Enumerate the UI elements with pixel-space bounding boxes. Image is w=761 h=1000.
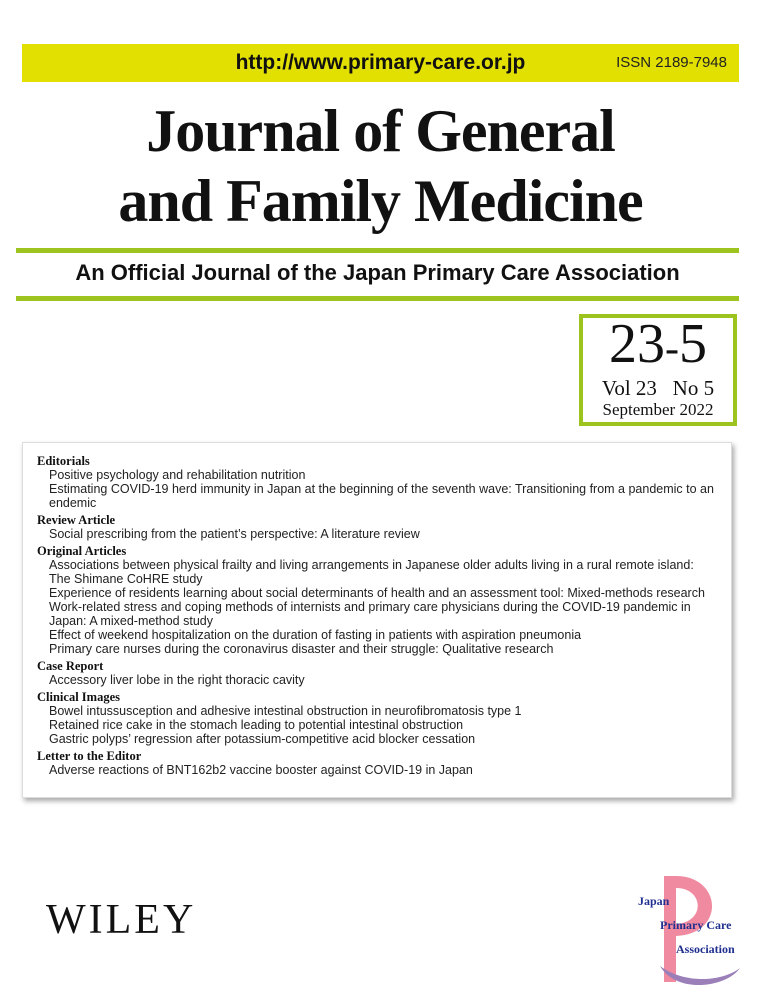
issue-number-separator: - — [665, 326, 679, 372]
toc-item[interactable]: Bowel intussusception and adhesive intestinal obstruction in neurofibromatosis type 1 — [49, 704, 522, 718]
logo-text-japan: Japan — [638, 894, 670, 908]
toc-item[interactable]: Accessory liver lobe in the right thoracic cavity — [49, 673, 305, 687]
toc-item[interactable]: Experience of residents learning about social determinants of health and an assessment tool: Mixed-methods research — [49, 586, 705, 600]
journal-url[interactable]: http://www.primary-care.or.jp — [235, 51, 526, 74]
toc-section — [37, 659, 717, 687]
toc-section-heading: Review Article — [37, 513, 116, 527]
toc-section — [37, 749, 717, 777]
issue-index: 5 — [679, 313, 707, 375]
issue-date: September 2022 — [602, 400, 714, 419]
toc-item[interactable]: Work-related stress and coping methods of internists and primary care physicians during the COVID-19 pandemic in Japan: A mixed-method study — [49, 600, 691, 628]
toc-section-heading: Letter to the Editor — [37, 749, 142, 763]
journal-title-line2: and Family Medicine — [118, 168, 643, 234]
toc-item[interactable]: Associations between physical frailty and living arrangements in Japanese older adults living in a rural remote island: The Shimane CoHRE study — [49, 558, 694, 586]
logo-text-primary-care: Primary Care — [660, 918, 732, 932]
issue-box — [579, 314, 737, 426]
table-of-contents — [22, 442, 732, 798]
toc-section — [37, 513, 717, 541]
toc-section — [37, 690, 717, 746]
divider-top — [16, 248, 739, 253]
issn: ISSN 2189-7948 — [616, 54, 727, 71]
toc-item[interactable]: Social prescribing from the patient’s perspective: A literature review — [49, 527, 420, 541]
toc-item[interactable]: Gastric polyps’ regression after potassium-competitive acid blocker cessation — [49, 732, 476, 746]
logo-text-association: Association — [676, 942, 735, 956]
toc-section-heading: Original Articles — [37, 544, 127, 558]
publisher-logo: WILEY — [46, 897, 197, 943]
toc-item[interactable]: Adverse reactions of BNT162b2 vaccine booster against COVID-19 in Japan — [49, 763, 473, 777]
toc-section — [37, 544, 717, 656]
toc-item[interactable]: Primary care nurses during the coronavirus disaster and their struggle: Qualitative research — [49, 642, 554, 656]
jpca-logo-icon — [630, 870, 750, 990]
top-band — [22, 44, 739, 82]
toc-section — [37, 454, 717, 510]
toc-item[interactable]: Positive psychology and rehabilitation nutrition — [49, 468, 306, 482]
journal-title-line1: Journal of General — [146, 98, 615, 164]
toc-section-heading: Clinical Images — [37, 690, 120, 704]
toc-section-heading: Editorials — [37, 454, 90, 468]
issue-volume-label: Vol 23 No 5 — [601, 376, 715, 400]
divider-bottom — [16, 296, 739, 301]
issue-number — [583, 314, 733, 379]
toc-item[interactable]: Retained rice cake in the stomach leading to potential intestinal obstruction — [49, 718, 464, 732]
toc-section-heading: Case Report — [37, 659, 104, 673]
volume-number: 23 — [609, 313, 665, 375]
toc-item[interactable]: Estimating COVID-19 herd immunity in Japan at the beginning of the seventh wave: Transitioning from a pandemic to an endemic — [49, 482, 714, 510]
toc-item[interactable]: Effect of weekend hospitalization on the duration of fasting in patients with aspiration pneumonia — [49, 628, 582, 642]
journal-subtitle: An Official Journal of the Japan Primary Care Association — [75, 260, 680, 285]
